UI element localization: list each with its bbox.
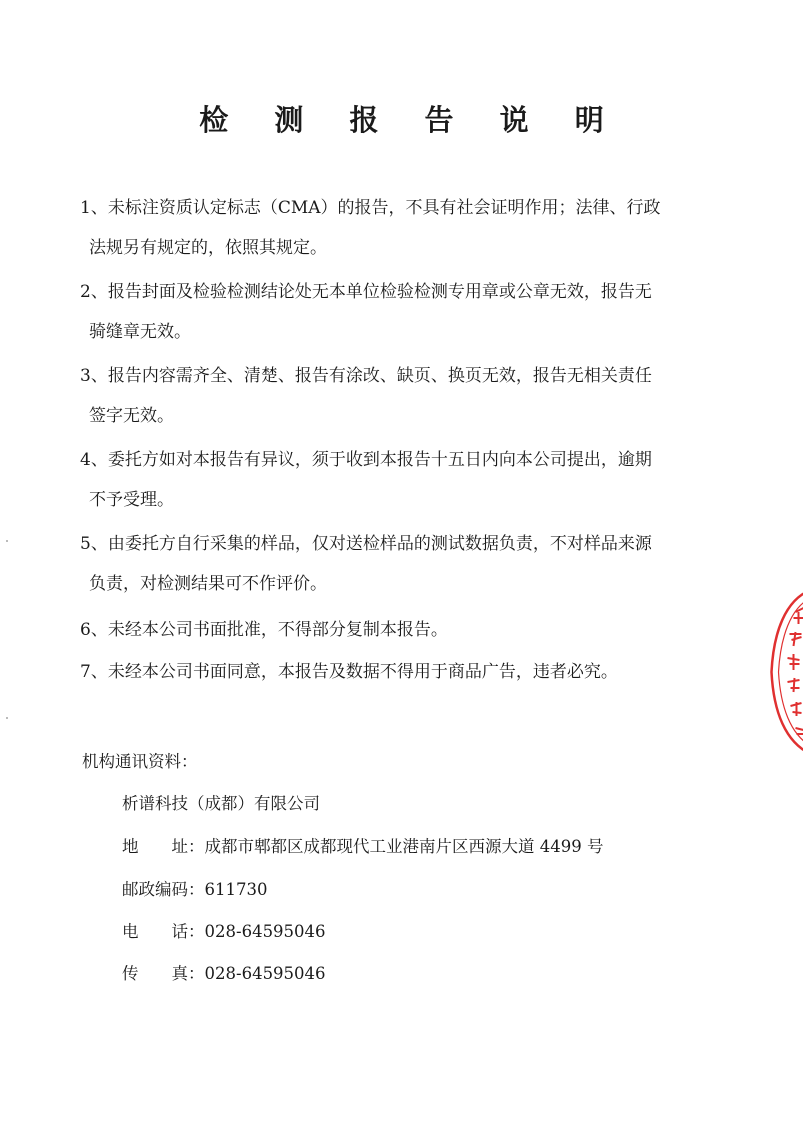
clause-6 xyxy=(80,610,730,650)
clause-1-line-2: 法规另有规定的，依照其规定。 xyxy=(89,238,327,258)
address-label: 地 址： xyxy=(122,837,205,856)
contact-company: 析谱科技（成都）有限公司 xyxy=(122,794,320,813)
contact-fax xyxy=(122,960,326,984)
partial-red-seal-icon xyxy=(758,582,803,762)
phone-value: 028-64595046 xyxy=(204,922,326,941)
clause-4-line-1: 4、委托方如对本报告有异议，须于收到本报告十五日内向本公司提出，逾期 xyxy=(80,450,652,470)
clause-2 xyxy=(80,272,730,352)
seal-glyph-4 xyxy=(788,678,800,692)
clause-3-line-2: 签字无效。 xyxy=(89,406,174,426)
clause-7 xyxy=(80,652,730,692)
clause-5-line-1: 5、由委托方自行采集的样品，仅对送检样品的测试数据负责，不对样品来源 xyxy=(80,534,652,554)
postcode-label: 邮政编码： xyxy=(122,880,205,899)
fax-label: 传 真： xyxy=(122,964,205,983)
scan-speck xyxy=(6,540,8,542)
clause-5-line-2: 负责，对检测结果可不作评价。 xyxy=(89,574,327,594)
contact-postcode xyxy=(122,876,268,900)
clause-4-line-2: 不予受理。 xyxy=(89,490,174,510)
clause-2-line-2: 骑缝章无效。 xyxy=(89,322,191,342)
contact-phone xyxy=(122,918,326,942)
fax-value: 028-64595046 xyxy=(204,964,326,983)
clause-1-line-1: 1、未标注资质认定标志（CMA）的报告，不具有社会证明作用；法律、行政 xyxy=(80,198,661,218)
seal-glyph-3 xyxy=(788,654,800,670)
clause-3-line-1: 3、报告内容需齐全、清楚、报告有涂改、缺页、换页无效，报告无相关责任 xyxy=(80,366,652,386)
clause-2-line-1: 2、报告封面及检验检测结论处无本单位检验检测专用章或公章无效，报告无 xyxy=(80,282,652,302)
postcode-value: 611730 xyxy=(204,880,268,899)
clause-4 xyxy=(80,440,730,520)
seal-glyph-5 xyxy=(791,702,802,716)
contact-address xyxy=(122,833,603,857)
page-title: 检 测 报 告 说 明 xyxy=(199,103,622,137)
seal-glyph-1 xyxy=(794,608,803,624)
seal-glyph-6 xyxy=(796,728,803,734)
seal-glyph-2 xyxy=(790,632,802,646)
contact-heading: 机构通讯资料： xyxy=(82,752,198,771)
clause-3 xyxy=(80,356,730,436)
clause-6-line-1: 6、未经本公司书面批准，不得部分复制本报告。 xyxy=(80,620,448,640)
address-value: 成都市郫都区成都现代工业港南片区西源大道 4499 号 xyxy=(204,837,604,856)
clause-5 xyxy=(80,524,730,604)
scan-speck xyxy=(6,717,8,719)
phone-label: 电 话： xyxy=(122,922,205,941)
clause-1 xyxy=(80,188,730,268)
clause-7-line-1: 7、未经本公司书面同意，本报告及数据不得用于商品广告，违者必究。 xyxy=(80,662,618,682)
